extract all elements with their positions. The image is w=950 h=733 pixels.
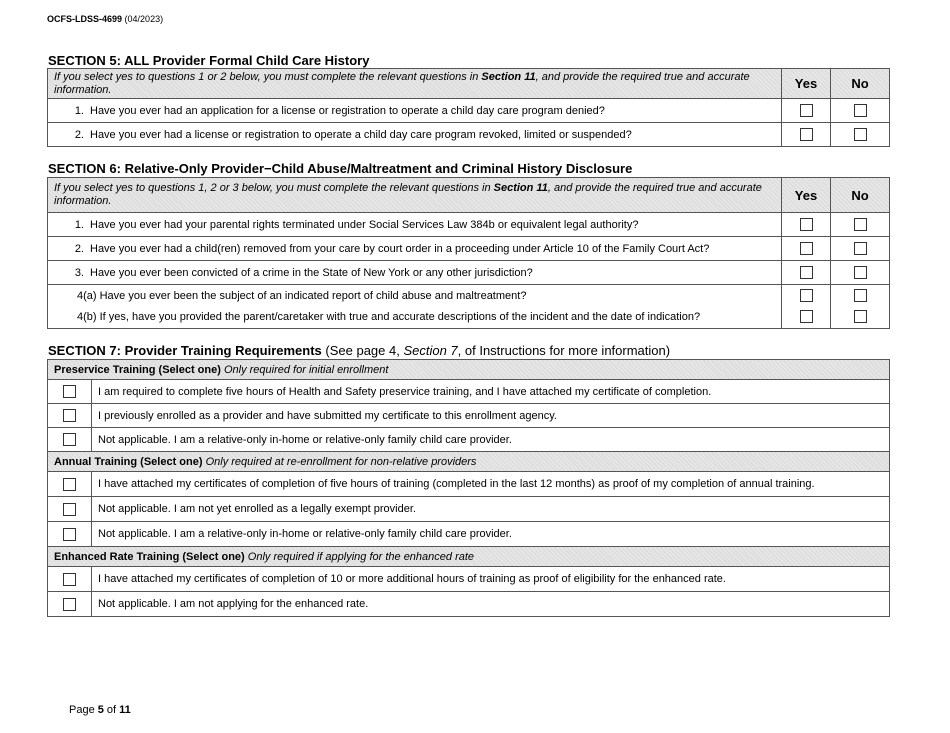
- section6-no-header: No: [831, 178, 890, 213]
- annual-band: [48, 452, 890, 472]
- annual-option-1-text: I have attached my certificates of completion of five hours of training (completed in the last 12 months) as proof of my completion of annual training.: [92, 472, 890, 497]
- section5-title: SECTION 5: ALL Provider Formal Child Care History: [48, 53, 370, 68]
- section6-q3-row: [48, 261, 890, 285]
- page-number: Page 5 of 11: [69, 704, 131, 716]
- section6-title: SECTION 6: Relative-Only Provider−Child Abuse/Maltreatment and Criminal History Disclosure: [48, 161, 633, 176]
- annual-option-row: [48, 522, 890, 547]
- annual-option-row: [48, 497, 890, 522]
- section6-q4a-no-checkbox[interactable]: [854, 289, 867, 302]
- preservice-option-1-checkbox[interactable]: [63, 385, 76, 398]
- section5-q1-yes-checkbox[interactable]: [800, 104, 813, 117]
- section5-q2-yes-checkbox[interactable]: [800, 128, 813, 141]
- preservice-option-3-text: Not applicable. I am a relative-only in-home or relative-only family child care provider.: [92, 428, 890, 452]
- form-code-number: OCFS-LDSS-4699: [47, 14, 123, 24]
- annual-note: Only required at re-enrollment for non-relative providers: [202, 455, 477, 468]
- section6-q2: 2. Have you ever had a child(ren) removed from your care by court order in a proceeding under Article 10 of the Family Court Act?: [48, 237, 782, 261]
- preservice-option-1-text: I am required to complete five hours of Health and Safety preservice training, and I have attached my certificate of completion.: [92, 380, 890, 404]
- section6-q2-no-checkbox[interactable]: [854, 242, 867, 255]
- preservice-option-row: [48, 380, 890, 404]
- section5-instructions: If you select yes to questions 1 or 2 below, you must complete the relevant questions in Section 11, and provide the required true and accurate information.: [48, 69, 782, 99]
- section5-q2-row: [48, 123, 890, 147]
- section5-yes-header: Yes: [782, 69, 831, 99]
- section5-no-header: No: [831, 69, 890, 99]
- section5-header-row: [48, 69, 890, 99]
- enhanced-note: Only required if applying for the enhanced rate: [244, 550, 475, 563]
- annual-option-2-checkbox[interactable]: [63, 503, 76, 516]
- section6-q3-yes-checkbox[interactable]: [800, 266, 813, 279]
- section5-q2: 2. Have you ever had a license or registration to operate a child day care program revoked, limited or suspended?: [48, 123, 782, 147]
- section6-q1-no-checkbox[interactable]: [854, 218, 867, 231]
- section6-q1-row: [48, 213, 890, 237]
- section6-q1-yes-checkbox[interactable]: [800, 218, 813, 231]
- preservice-note: Only required for initial enrollment: [220, 363, 389, 376]
- annual-option-1-checkbox[interactable]: [63, 478, 76, 491]
- preservice-option-row: [48, 428, 890, 452]
- enhanced-option-1-text: I have attached my certificates of completion of 10 or more additional hours of training as proof of eligibility for the enhanced rate.: [92, 567, 890, 592]
- form-code-date: (04/2023): [124, 14, 164, 24]
- annual-label: Annual Training (Select one): [54, 455, 203, 468]
- section7-title: SECTION 7: Provider Training Requirements (See page 4, Section 7, of Instructions for more information): [48, 343, 671, 358]
- enhanced-label: Enhanced Rate Training (Select one): [54, 550, 245, 563]
- annual-option-row: [48, 472, 890, 497]
- section6-q4b-yes-checkbox[interactable]: [800, 310, 813, 323]
- section6-header-row: [48, 178, 890, 213]
- enhanced-option-1-checkbox[interactable]: [63, 573, 76, 586]
- enhanced-band: [48, 547, 890, 567]
- section6-q4-row: [48, 285, 890, 329]
- section6-q4a-yes-checkbox[interactable]: [800, 289, 813, 302]
- section5-q1: 1. Have you ever had an application for a license or registration to operate a child day care program denied?: [48, 99, 782, 123]
- annual-option-3-text: Not applicable. I am a relative-only in-home or relative-only family child care provider.: [92, 522, 890, 547]
- form-code: [47, 14, 163, 24]
- section5-table: [47, 68, 890, 147]
- section6-q4b: 4(b) If yes, have you provided the parent/caretaker with true and accurate descriptions of the incident and the date of indication?: [77, 310, 701, 323]
- preservice-option-2-text: I previously enrolled as a provider and have submitted my certificate to this enrollment agency.: [92, 404, 890, 428]
- enhanced-option-row: [48, 592, 890, 617]
- enhanced-option-2-text: Not applicable. I am not applying for the enhanced rate.: [92, 592, 890, 617]
- section5-q1-no-checkbox[interactable]: [854, 104, 867, 117]
- enhanced-option-2-checkbox[interactable]: [63, 598, 76, 611]
- preservice-option-2-checkbox[interactable]: [63, 409, 76, 422]
- section6-q4a: 4(a) Have you ever been the subject of an indicated report of child abuse and maltreatment?: [77, 289, 527, 302]
- preservice-option-row: [48, 404, 890, 428]
- section6-table: [47, 177, 890, 329]
- section6-q3: 3. Have you ever been convicted of a crime in the State of New York or any other jurisdiction?: [48, 261, 782, 285]
- section5-q1-row: [48, 99, 890, 123]
- preservice-label: Preservice Training (Select one): [54, 363, 221, 376]
- section6-q2-yes-checkbox[interactable]: [800, 242, 813, 255]
- section6-q2-row: [48, 237, 890, 261]
- enhanced-option-row: [48, 567, 890, 592]
- section7-table: [47, 359, 890, 617]
- section6-yes-header: Yes: [782, 178, 831, 213]
- preservice-band: [48, 360, 890, 380]
- preservice-option-3-checkbox[interactable]: [63, 433, 76, 446]
- section6-instructions: If you select yes to questions 1, 2 or 3 below, you must complete the relevant questions in Section 11, and provide the required true and accurate information.: [48, 178, 782, 213]
- section6-q4: [48, 285, 782, 329]
- section5-q2-no-checkbox[interactable]: [854, 128, 867, 141]
- section6-q4b-no-checkbox[interactable]: [854, 310, 867, 323]
- annual-option-2-text: Not applicable. I am not yet enrolled as a legally exempt provider.: [92, 497, 890, 522]
- section6-q1: 1. Have you ever had your parental rights terminated under Social Services Law 384b or equivalent legal authority?: [48, 213, 782, 237]
- section6-q3-no-checkbox[interactable]: [854, 266, 867, 279]
- annual-option-3-checkbox[interactable]: [63, 528, 76, 541]
